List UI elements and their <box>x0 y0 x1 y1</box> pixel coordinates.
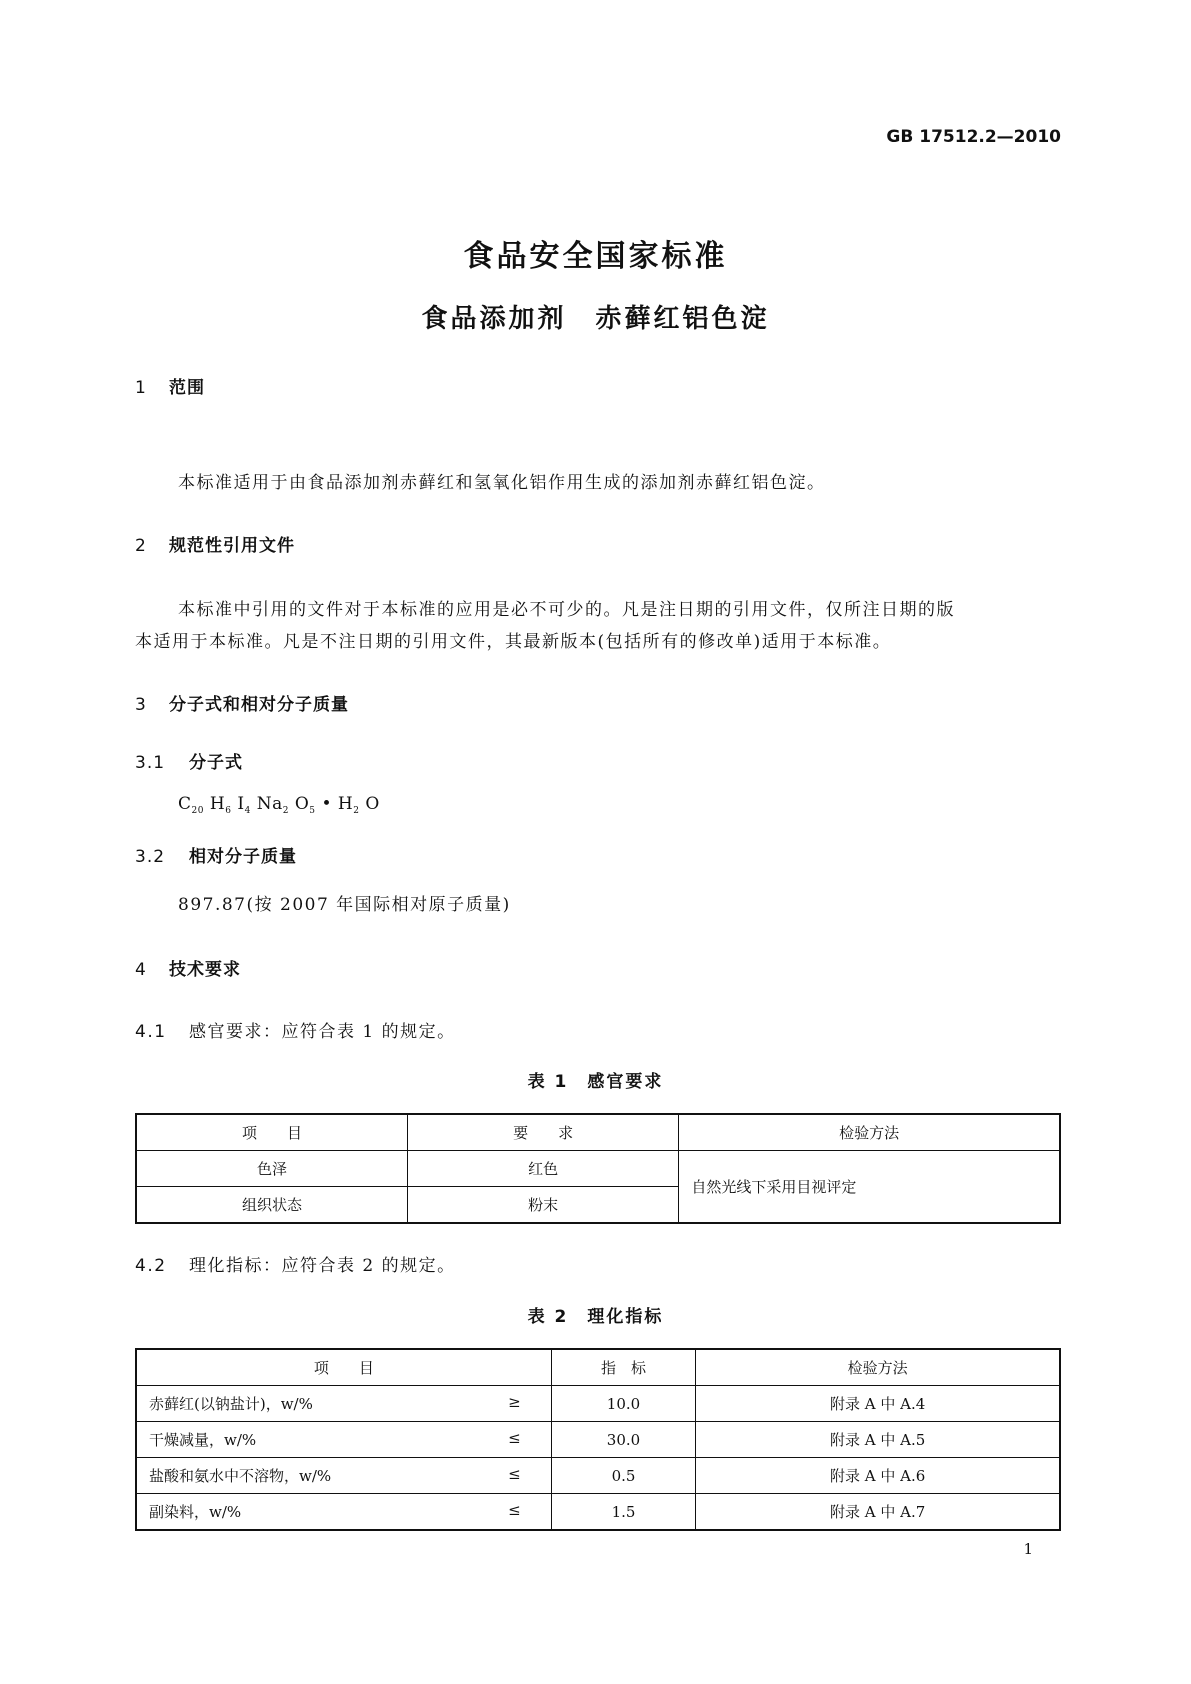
section-title: 范围 <box>169 378 205 398</box>
section-3-heading <box>135 690 349 715</box>
page-subtitle: 食品添加剂 赤藓红铝色淀 <box>421 304 770 334</box>
table-cell: 1.5 <box>551 1494 696 1531</box>
section-3-2-heading <box>135 842 297 867</box>
section-number: 3.1 <box>135 753 166 773</box>
table-row <box>136 1151 1060 1187</box>
section-title: 分子式和相对分子质量 <box>169 695 349 715</box>
table-cell: 附录 A 中 A.7 <box>696 1494 1060 1531</box>
comparison-sign: ≥ <box>508 1393 521 1411</box>
section-1-heading <box>135 373 205 398</box>
table-cell: 30.0 <box>551 1422 696 1458</box>
table-cell: 附录 A 中 A.5 <box>696 1422 1060 1458</box>
section-2-heading <box>135 531 295 556</box>
table-cell: 粉末 <box>407 1187 678 1224</box>
section-title: 相对分子质量 <box>189 847 297 867</box>
comparison-sign: ≤ <box>508 1501 521 1519</box>
table-header-cell: 要 求 <box>407 1114 678 1151</box>
table-cell <box>136 1494 551 1531</box>
table-header-cell: 项 目 <box>136 1349 551 1386</box>
section-3-1-heading <box>135 748 243 773</box>
section-title: 技术要求 <box>169 960 241 980</box>
section-number: 1 <box>135 378 147 398</box>
section-number: 3.2 <box>135 847 166 867</box>
table-cell <box>136 1386 551 1422</box>
comparison-sign: ≤ <box>508 1429 521 1447</box>
table-row <box>136 1494 1060 1531</box>
table-header-cell: 指 标 <box>551 1349 696 1386</box>
table-2-caption: 表 2 理化指标 <box>527 1307 664 1327</box>
table-cell: 红色 <box>407 1151 678 1187</box>
section-2-text-line-2: 本适用于本标准。凡是不注日期的引用文件，其最新版本(包括所有的修改单)适用于本标准。 <box>135 632 892 652</box>
section-4-2-text: 4.2 理化指标：应符合表 2 的规定。 <box>135 1256 456 1276</box>
table-cell: 0.5 <box>551 1458 696 1494</box>
table-cell: 自然光线下采用目视评定 <box>679 1151 1060 1224</box>
table-header-row <box>136 1114 1060 1151</box>
table-cell: 附录 A 中 A.4 <box>696 1386 1060 1422</box>
section-number: 4.1 <box>135 1022 167 1042</box>
table-row <box>136 1458 1060 1494</box>
table-header-row <box>136 1349 1060 1386</box>
molecular-weight-text: 897.87(按 2007 年国际相对原子质量) <box>178 895 511 915</box>
standard-code: GB 17512.2—2010 <box>886 127 1061 147</box>
section-number: 4 <box>135 960 147 980</box>
page-number: 1 <box>1023 1540 1033 1558</box>
section-number: 2 <box>135 536 147 556</box>
item-label: 干燥减量，w/% <box>149 1431 257 1449</box>
section-number: 4.2 <box>135 1256 167 1276</box>
table-cell: 附录 A 中 A.6 <box>696 1458 1060 1494</box>
table-cell: 色泽 <box>136 1151 407 1187</box>
table-header-cell: 检验方法 <box>679 1114 1060 1151</box>
table-cell: 组织状态 <box>136 1187 407 1224</box>
table-1-caption: 表 1 感官要求 <box>527 1072 664 1092</box>
section-1-text: 本标准适用于由食品添加剂赤藓红和氢氧化铝作用生成的添加剂赤藓红铝色淀。 <box>178 473 826 493</box>
item-label: 赤藓红(以钠盐计)，w/% <box>149 1395 313 1413</box>
section-2-text-line-1: 本标准中引用的文件对于本标准的应用是必不可少的。凡是注日期的引用文件，仅所注日期的版 <box>178 600 955 620</box>
section-title: 规范性引用文件 <box>169 536 295 556</box>
table-cell: 10.0 <box>551 1386 696 1422</box>
section-number: 3 <box>135 695 147 715</box>
molecular-formula: $C_{20}$ $H_6$ $I_4$ $Na_2$ $O_5$ • $H_2$ O <box>178 794 380 816</box>
section-title: 分子式 <box>189 753 243 773</box>
page-title: 食品安全国家标准 <box>463 239 728 274</box>
table-cell <box>136 1422 551 1458</box>
table-header-cell: 项 目 <box>136 1114 407 1151</box>
comparison-sign: ≤ <box>508 1465 521 1483</box>
table-row <box>136 1386 1060 1422</box>
table-row <box>136 1422 1060 1458</box>
table-2 <box>135 1348 1061 1531</box>
table-cell <box>136 1458 551 1494</box>
table-header-cell: 检验方法 <box>696 1349 1060 1386</box>
section-4-heading <box>135 955 241 980</box>
section-4-1-text: 4.1 感官要求：应符合表 1 的规定。 <box>135 1022 456 1042</box>
item-label: 盐酸和氨水中不溶物，w/% <box>149 1467 332 1485</box>
item-label: 副染料，w/% <box>149 1503 242 1521</box>
table-1 <box>135 1113 1061 1224</box>
